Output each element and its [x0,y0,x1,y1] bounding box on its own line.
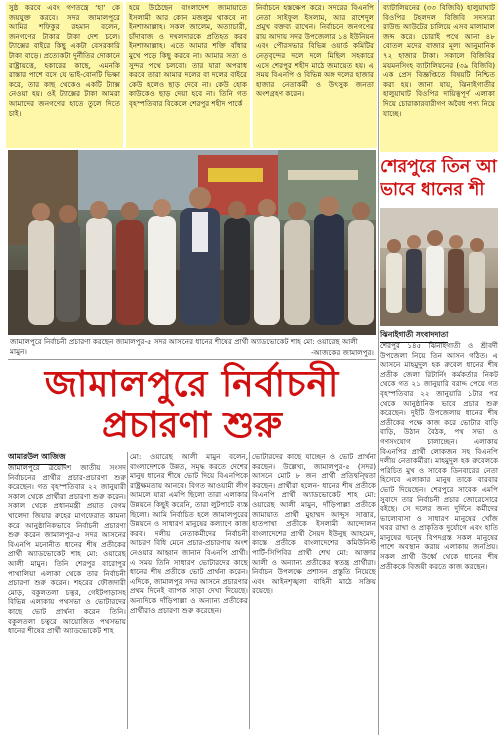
article-text: ভোটারদের কাছে যাচ্ছেন ও ভোট প্রার্থনা করছেন। উল্লেখ্য, জামালপুর-৫ (সদর) আসনে মোট ৮ জন প্রার্থী প্রতিদ্বন্দ্বিতা করছেন। প্রার্থীরা হলেন- ধানের শীষ প্রতীকে বিএনপি প্রার্থী অ্যাডভোকেট শাহ মো: ওয়ারেছ আলী মামুন, দাঁড়িপাল্লা প্রতীকে জামায়াত প্রার্থী মুহাম্মদ আব্দুস সাত্তার, হাতপাখা প্রতীকে ইসলামী আন্দোলন বাংলাদেশের প্রার্থী সৈয়দ ইউনুছ আহমেদ, কাস্তে প্রতীকে বাংলাদেশের কমিউনিস্ট পার্টি-সিপিবির প্রার্থী শেখ মো: আক্তার আলী ও অন্যান্য প্রতীকের স্বতন্ত্র প্রার্থীরা। নির্বাচন উপলক্ষে প্রশাসন প্রস্তুতি নিয়েছে এবং আইনশৃঙ্খলা বাহিনী মাঠে সক্রিয় রয়েছে। [252,452,376,596]
article-continuation-top-mid-1 [126,2,250,148]
article-text: শেরপুর ১৪৫ ঝিনাইগাতী ও শ্রীবর্দী উপজেলা নিয়ে তিন আসন গঠিত। এ আসনে মাহমুদুল হক রুবেল ধানের শীষ প্রতীক জেলা রিটার্নিং কর্মকর্তার নিকট থেকে গত ২১ জানুয়ারি বরাদ্দ পেয়ে গত বৃহস্পতিবার ২২ জানুয়ারি ১টার পর থেকে আনুষ্ঠানিক ভাবে প্রচার শুরু করেছেন। দুইটি উপজেলায় ধানের শীষ প্রতীকের পক্ষে কাজ করে ভোটার বাড়ি বাড়ি, উঠান বৈঠক, পথ সভা ও গণসংযোগ চালাচ্ছেন। এলাকায় বিএনপির প্রার্থী লোকজন সহ বিএনপি দলীয় নেতাকর্মীরা। মাহমুদুল হক রুবেলকে পরিচিত মুখ ও সাবেক ডিনবারের নেতা হিসেবে এলাকার মানুষ তাকে বারবার ভোট দিয়েছেন। শেরপুরে সাবেক এমপি সুবাদে তার নির্বাচনী প্রচার জোরেসোরে বইছে। সে দলের জন্য দুর্দিনে কর্মীদের ভালোবাসা ও সাধারণ মানুষের খোঁজ খবর রাখা ও প্রাকৃতিক দুর্যোগে এবং হাতি মানুষের দ্বন্দ্বে বিপদগ্রস্ত সকল মানুষের পাশে অবস্থান করায় এলাকায় জনপ্রিয়। সকল প্রার্থী উর্ধ্বে থেকে ধানের শীষ প্রতীককে বিজয়ী করতে কাজ করছেন। [380,341,498,571]
column-divider [127,452,128,729]
rally-photo-illustration [8,150,376,335]
photo-caption [8,336,376,360]
right-article-byline: ঝিনাইগাতী সংবাদদাতা [380,330,448,343]
column-divider [249,452,250,729]
headline-line-2: প্রচারণা শুরু [102,405,282,446]
sherpur-photo-illustration [380,208,498,326]
article-text: নির্বাচনে হস্তক্ষেপ করে। সদরের বিএনপি নেতা সাইফুল ইসলাম, আর রাশেদুল প্রমুখ বক্তব্য রাখেন। নির্বাচনে জনগণের রায় আদায় সদর উপজেলার ১৪ ইউনিয়ন এবং পৌরসভার বিভিন্ন ওয়ার্ড কমিটির নেতৃবৃন্দের দলে দলে মিছিল সহকারে এসে শেরপুর শহীদ মাঠে জমায়েত হয়। এ সময় বিএনপি ও বিভিন্ন অঙ্গ দলের হাজার হাজার নেতাকর্মী ও উৎসুক জনতা অংশগ্রহণ করেন। [256,3,374,99]
article-continuation-top-left [6,2,123,148]
main-headline [8,364,376,448]
article-column-1 [8,463,126,729]
right-headline-line-2: ভাবে ধানের শী [380,180,485,200]
right-article-column [380,341,498,729]
article-continuation-top-mid-2 [253,2,377,148]
article-byline: আমারউল আজিজ [8,452,66,465]
article-column-2 [130,452,248,729]
photo-credit: -আজকের জামালপুর। [311,348,374,357]
article-text: ব্যাটালিয়নের (৩৩ বিজিবি) হালুয়াঘাট বিওপির টহলদল বিজিবি সদস্যরা রাউন্ড আউটের চালিয়ে এসব মালামাল জব্দ করে। চোরাই পথে আনা ৪৮ বোতল মদের বাজার মূল্য আনুমানিক ৭২ হাজার টাকা। সকালে বিজিবির ময়মনসিংহ ব্যাটালিয়নের (৩৯ বিজিবি) এক প্রেস বিজ্ঞপ্তিতে বিষয়টি নিশ্চিত করা হয়। জানা যায়, ঝিনাইগাতীর হালুয়াঘাট বিওপির দায়িত্বপূর্ণ এলাকা দিয়ে চোরাকারবারীগণ অবৈধ পণ্য নিয়ে যাচ্ছে। [383,3,495,118]
article-text: হয়ে উঠেছেন বাংলাদেশ জামায়াতে ইসলামী আর কোন মজলুম থাকবে না ইনশাআল্লাহ। সকল জালেম, অত্যাচারী, চাঁদাবাজ ও দখলদারকে প্রতিহত করব ইনশাআল্লাহ। এতে আমার শক্তি বাঁধার মুখে পড়ে কিছু করবে না। আমার সত্য ও সুন্দর পথে চলবো। তার যারা অপরাধ করবে তারা আমার দলের বা দলের বাইরে কেউ হলেও ছাড় দেবে না। কেউ হোক কাউকেও ছাড় দেয়া হবে না। তিনি গত বৃহস্পতিবার বিকেলে শেরপুর শহীদ পার্কে [129,3,247,108]
article-continuation-top-right [380,2,498,152]
right-article-headline [380,156,498,204]
caption-text: জামালপুরে নির্বাচনী প্রচারণা করছেন জামালপুর-৫ সদর আসনের ধানের শীষের প্রার্থী অ্যাডভোকেট শাহ মো: ওয়ারেছ আলী মামুন। [10,337,358,356]
article-text: সুষ্ঠ করবে এবং গণতন্ত্রে ‘হা’ কে জয়যুক্ত করবে। সদর জামালপুরে আমির শফিকুর রহমান বলেন, জনগণের টাকার টাকা দেশ চলে। ট্যাক্সের বাইরে কিছু একটা বেসরকারি টাকা বাড়ে। প্রত্যেকটা দুর্নীতির দোকানে রাষ্ট্রায়ত্তে, হকারের কাছে, এমনকি রাস্তার পাশে বসে যে ভাই-বোনটি ভিক্ষা করে, তার কাছ থেকেও একটি ট্যাক্স নেওয়া হয়। ওই ট্যাক্সের টাকা আমরা আমাদের জনগণের হাতে তুলে দিতে চাই। [9,3,120,118]
section-divider [378,0,379,735]
campaign-rally-photo [8,150,376,335]
right-headline-line-1: শেরপুরে তিন আ [380,157,497,177]
article-text: জামালপুরে ত্রয়োদশ জাতীয় সংসদ নির্বাচনের প্রার্থীর প্রচার-প্রচারণা শুরু করেছেন। গত বৃহস্পতিবার ২২ জানুয়ারী সকাল থেকে প্রার্থীরা প্রচারণা শুরু করেন। সকাল থেকে প্রধানমন্ত্রী প্রয়াত বেগম খালেদা জিয়ার রুহের মাগফেরাত কামনা করে আনুষ্ঠানিকভাবে নির্বাচনী প্রচারণা শুরু করেন জামালপুর-৫ সদর আসনের বিএনপি মনোনীত ধানের শীষ প্রতীকের প্রার্থী অ্যাডভোকেট শাহ মো: ওয়ারেছ আলী মামুন। তিনি শেরপুর বারোপুর পাথালিয়া এলাকা থেকে তার নির্বাচনী প্রচারণা শুরু করেন। শহরের ফৌজদারী মোড়, বকুলতলা চত্বর, গেইটপাড়াসহ বিভিন্ন এলাকায় পথসভা ও ভোটারদের কাছে ভোট প্রার্থনা করেন তিনি। বকুলতলা চত্বরে আয়োজিত পথসভায় ধানের শীষের প্রার্থী অ্যাডভোকেট শাহ [8,463,126,636]
sherpur-campaign-photo [380,208,498,326]
headline-line-1: জামালপুরে নির্বাচনী [44,364,340,405]
article-column-3 [252,452,376,729]
article-text: মো: ওয়ারেছ আলী মামুন বলেন, বাংলাদেশকে উন্নত, সমৃদ্ধ করতে দেশের মানুষ ধানের শীষে ভোট দিয়ে বিএনপিকে রাষ্ট্রক্ষমতায় আনবে। বিগত আওয়ামী লীগ আমলে যারা এমপি ছিলো তারা এলাকার উন্নয়নে কিছুই করেনি, তারা লুটপাটে ব্যস্ত ছিলো। আমি নির্বাচিত হলে জামালপুরের উন্নয়নে ও সাধারণ মানুষের কল্যাণে কাজ করব। দলীয় নেতাকর্মীদের নির্বাচনী আচরণ বিধি মেনে প্রচার-প্রচারণায় অংশ নেওয়ার আহ্বান জানান বিএনপি প্রার্থী। এ সময় তিনি সাধারণ ভোটারদের কাছে ধানের শীষ প্রতীকে ভোট প্রার্থনা করেন। এদিকে, জামালপুর সদর আসনে প্রচারণার প্রথম দিনেই ব্যাপক সাড়া দেখা দিয়েছে। অন্যদিকে দাঁড়িপাল্লা ও অন্যান্য প্রতীকের প্রার্থীরাও প্রচারণা শুরু করেছেন। [130,452,248,615]
